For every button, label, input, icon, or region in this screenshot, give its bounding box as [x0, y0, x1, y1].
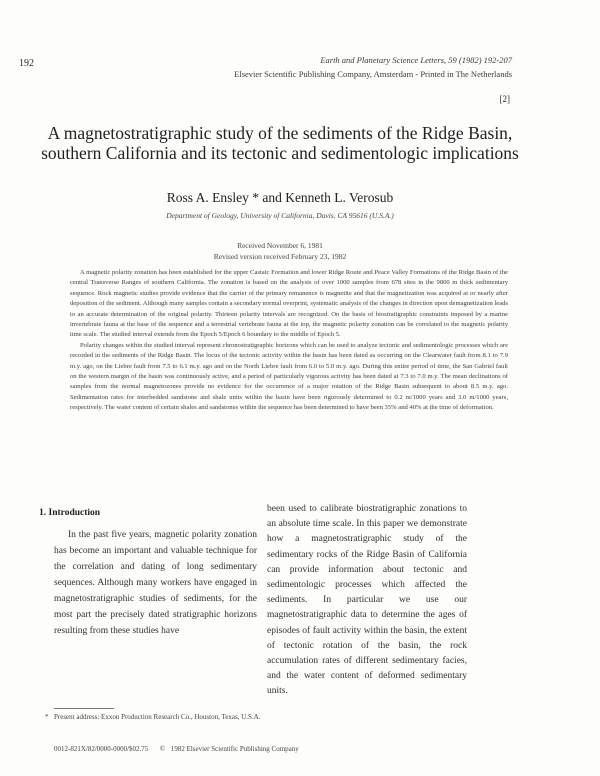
page-number: 192: [19, 58, 34, 69]
footnote: [45, 712, 274, 723]
footnote-divider: [54, 708, 114, 709]
article-code: 0012-821X/82/0000-0000/$02.75: [54, 745, 149, 753]
received-date: Received November 6, 1981: [237, 241, 323, 250]
copyright-symbol: ©: [159, 745, 166, 753]
journal-publisher: Elsevier Scientific Publishing Company, Amsterdam - Printed in The Netherlands: [234, 69, 512, 79]
revised-date: Revised version received February 23, 1982: [213, 252, 347, 261]
copyright-line: [54, 745, 494, 753]
article-title: A magnetostratigraphic study of the sediments of the Ridge Basin, southern California and its tectonic and sedimentologic implications: [41, 123, 519, 163]
copyright-text: 1982 Elsevier Scientific Publishing Company: [170, 745, 299, 753]
abstract: [70, 268, 508, 414]
journal-header: [234, 53, 512, 81]
footnote-text: Present address: Exxon Production Research Co., Houston, Texas, U.S.A.: [54, 713, 261, 721]
received-dates: [30, 240, 530, 262]
abstract-paragraph: A magnetic polarity zonation has been established for the upper Castaic Formation and lower Ridge Route and Peace Valley Formations of the Ridge Basin of the central Transverse Ranges of southern California. The zonation is based on the analysis of over 1000 samples from 678 sites in the 9800 m thick sedimentary sequence. Rock magnetic studies provide evidence that the carrier of the primary remanence is magnetite and that the magnetization was acquired at or nearly after deposition of the sediment. Although many samples contain a secondary normal overprint, systematic analysis of the changes in direction upon demagnetization leads to an accurate determination of the original polarity. Thirteen polarity intervals are recognized. On the basis of biostratigraphic constraints imposed by a marine invertebrate fauna at the base of the sequence and a terrestrial vertebrate fauna at the top, the magnetic polarity zonation can be correlated to the magnetic polarity time scale. The studied interval extends from the Epoch 5/Epoch 6 boundary to the middle of Epoch 5.: [70, 269, 508, 339]
journal-citation: Earth and Planetary Science Letters, 59 (1982) 192-207: [320, 55, 512, 65]
body-column-left: [54, 527, 257, 639]
footnote-mark: *: [45, 713, 49, 721]
author-affiliation: Department of Geology, University of California, Davis, CA 95616 (U.S.A.): [166, 211, 394, 220]
reference-tag: [2]: [499, 94, 510, 104]
article-authors: Ross A. Ensley * and Kenneth L. Verosub: [166, 190, 394, 205]
body-paragraph: been used to calibrate biostratigraphic zonations to an absolute time scale. In this paper we demonstrate how a magnetostratigraphic study of the sedimentary rocks of the Ridge Basin of California can provide information about tectonic and sedimentologic processes which affected the sediments. In particular we use our magnetostratigraphic data to determine the ages of episodes of fault activity within the basin, the extent of tectonic rotation of the basin, the rock accumulation rates of different sedimentary facies, and the water content of deformed sedimentary units.: [267, 504, 467, 697]
abstract-paragraph: Polarity changes within the studied interval represent chronostratigraphic horizons which can be used to analyze tectonic and sedimentologic processes which are recorded in the sediments of the Ridge Basin. The locus of the tectonic activity within the basin has been dated as occurring on the Clearwater fault from 8.1 to 7.9 m.y. ago, on the Liebre fault from 7.5 to 6.1 m.y. ago and on the North Liebre fault from 6.0 to 5.0 m.y. ago. During this entire period of time, the San Gabriel fault on the western margin of the basin was continuously active, and a period of particularly vigorous activity has been dated at 7.3 to 7.0 m.y. The mean declinations of samples from the normal magnetozones provide no evidence for the occurrence of a major rotation of the Ridge Basin subsequent to about 8.5 m.y. ago. Sedimentation rates for interbedded sandstone and shale units within the basin have been rigorously determined to 0.2 m/1000 years and 3.0 m/1000 years, respectively. The water content of certain shales and sandstones within the sequence has been determined to have been 35% and 40% at the time of deformation.: [70, 341, 508, 412]
section-heading-introduction: 1. Introduction: [39, 508, 101, 518]
body-paragraph: In the past five years, magnetic polarity zonation has become an important and valuable technique for the correlation and dating of long sedimentary sequences. Although many workers have engaged in magnetostratigraphic studies of sediments, for the most part the precisely dated stratigraphic horizons resulting from these studies have: [54, 530, 257, 636]
body-column-right: [267, 502, 467, 700]
